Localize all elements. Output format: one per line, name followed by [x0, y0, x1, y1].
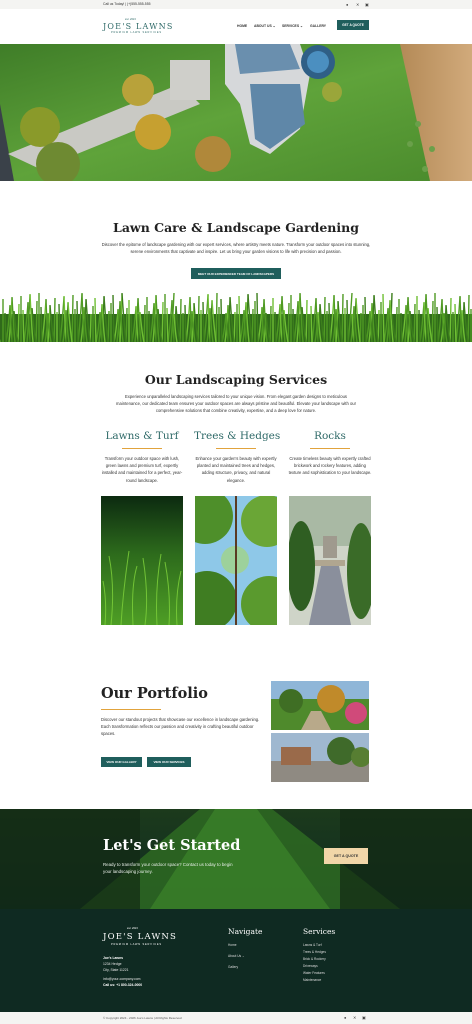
nav-home[interactable]: HOME — [237, 24, 248, 28]
cta-background-image — [0, 809, 472, 909]
divider — [122, 448, 162, 449]
main-navigation — [0, 9, 472, 44]
footer-link-home[interactable]: Home — [228, 943, 237, 947]
hero-aerial-image — [0, 44, 472, 181]
x-icon[interactable]: ✕ — [353, 1015, 357, 1020]
service-lawns-turf — [100, 430, 184, 484]
footer — [0, 909, 472, 1012]
cta-title: Let's Get Started — [103, 837, 241, 854]
divider — [310, 448, 350, 449]
cta-get-a-quote-button[interactable]: GET A QUOTE — [324, 848, 368, 864]
instagram-icon[interactable]: ▣ — [365, 2, 369, 7]
footer-link-gallery[interactable]: Gallery — [228, 965, 239, 969]
logo-tagline: PREMIUM LAWN SERVICES — [111, 31, 162, 34]
x-icon[interactable]: ✕ — [356, 2, 360, 7]
portfolio-text: Discover our standout projects that showcase our excellence in landscape gardening. Each transformation reflects our passion and creativity in crafting beautiful outdoor spaces. — [101, 717, 260, 737]
footer-phone[interactable]: Call us: +1 800-324-0000 — [103, 983, 143, 987]
footer-link-maintenance[interactable]: Maintenance — [303, 978, 322, 982]
footer-link-lawns-turf[interactable]: Lawns & Turf — [303, 943, 322, 947]
grass-divider-image — [0, 284, 472, 342]
meet-team-button[interactable]: MEET OUR EXPERIENCED TEAM OF LANDSCAPERS — [191, 268, 281, 279]
service-trees-hedges — [194, 430, 281, 484]
services-title: Our Landscaping Services — [144, 372, 328, 387]
trees-canopy-image — [195, 496, 277, 625]
portfolio-garden-image — [271, 681, 369, 730]
footer-link-brick-rockery[interactable]: Brick & Rockery — [303, 957, 326, 961]
footer-logo-tagline: PREMIUM LAWN SERVICES — [111, 943, 162, 946]
nav-about-us[interactable] — [254, 24, 276, 28]
footer-link-trees-hedges[interactable]: Trees & Hedges — [303, 950, 326, 954]
footer-logo[interactable]: JOE'S LAWNS — [103, 932, 178, 942]
view-gallery-button[interactable]: VIEW OUR GALLERY — [101, 757, 142, 767]
call-us-text: Call us Today! | (+)555-555-555 — [103, 2, 151, 6]
rock-garden-image — [289, 496, 371, 625]
service-rocks — [288, 430, 372, 477]
copyright-text: © Copyright 2024 - 2026 Joe's Lawns | All Rights Reserved — [103, 1016, 182, 1020]
top-bar — [0, 0, 472, 9]
logo[interactable]: JOE'S LAWNS — [103, 22, 174, 31]
footer-company-name: Joe's Lawns — [103, 956, 124, 960]
intro-title: Lawn Care & Landscape Gardening — [113, 220, 359, 235]
footer-address-line2: City, State 11221 — [103, 968, 129, 972]
nav-services[interactable] — [282, 24, 303, 28]
grass-illustration — [0, 284, 472, 342]
service-text: Transform your outdoor space with lush, green lawns and premium turf, expertly installed and maintained for a perfect, year-round landscape. — [101, 456, 183, 483]
copyright-bar — [0, 1012, 472, 1024]
portfolio-title: Our Portfolio — [101, 685, 208, 702]
divider — [216, 448, 256, 449]
nav-services-label: SERVICES — [282, 24, 300, 28]
nav-gallery[interactable]: GALLERY — [310, 24, 327, 28]
get-a-quote-button[interactable]: GET A QUOTE — [337, 20, 369, 30]
intro-text: Discover the epitome of landscape gardening with our expert services, where artistry meets nature. Transform your outdoor spaces into stunning, serene environments that captivate and inspire. Let us bring your garden visions to life with precision and passion. — [101, 242, 371, 255]
divider — [101, 709, 161, 710]
service-text: Create timeless beauty with expertly crafted brickwork and rockery features, adding texture and sophistication to your landscape. — [288, 456, 372, 476]
service-title: Lawns & Turf — [105, 430, 179, 442]
footer-logo-est: est. 2024 — [127, 927, 138, 930]
footer-email[interactable]: info@your-company.com — [103, 977, 141, 981]
footer-link-driveways[interactable]: Driveways — [303, 964, 318, 968]
footer-navigate-title: Navigate — [228, 927, 263, 936]
facebook-icon[interactable]: ● — [344, 1015, 347, 1020]
cta-text: Ready to transform your outdoor space? Contact us today to begin your landscaping journey. — [103, 862, 233, 875]
service-text: Enhance your garden's beauty with expertly planted and maintained trees and hedges, adding structure, privacy, and natural elegance. — [195, 456, 277, 483]
facebook-icon[interactable]: ● — [346, 2, 349, 7]
logo-est: est. 2024 — [125, 18, 136, 21]
nav-about-us-label: ABOUT US — [254, 24, 272, 28]
footer-link-about-us-label: About Us — [228, 954, 242, 958]
portfolio-driveway-image — [271, 733, 369, 782]
lawn-grass-image — [101, 496, 183, 625]
services-text: Experience unparalleled landscaping services tailored to your unique vision. From elegant garden designs to meticulous maintenance, our dedicated team ensures your outdoor spaces are always pristine and beautiful. Elevate your landscape with our comprehensive solutions that combine creativity, expertise, and a deep love for nature. — [116, 394, 356, 414]
hero-aerial-illustration — [0, 44, 472, 181]
footer-link-about-us[interactable] — [228, 954, 245, 958]
view-services-button[interactable]: VIEW OUR SERVICES — [147, 757, 191, 767]
chevron-down-icon: ⌄ — [242, 954, 245, 958]
service-title: Trees & Hedges — [194, 430, 281, 442]
footer-services-title: Services — [303, 927, 336, 936]
service-title: Rocks — [314, 430, 346, 442]
chevron-down-icon: ⌄ — [272, 24, 276, 28]
chevron-down-icon: ⌄ — [300, 24, 303, 28]
instagram-icon[interactable]: ▣ — [362, 1015, 366, 1020]
footer-address-line1: 1234 Hedge — [103, 962, 122, 966]
footer-link-water-features[interactable]: Water Features — [303, 971, 325, 975]
